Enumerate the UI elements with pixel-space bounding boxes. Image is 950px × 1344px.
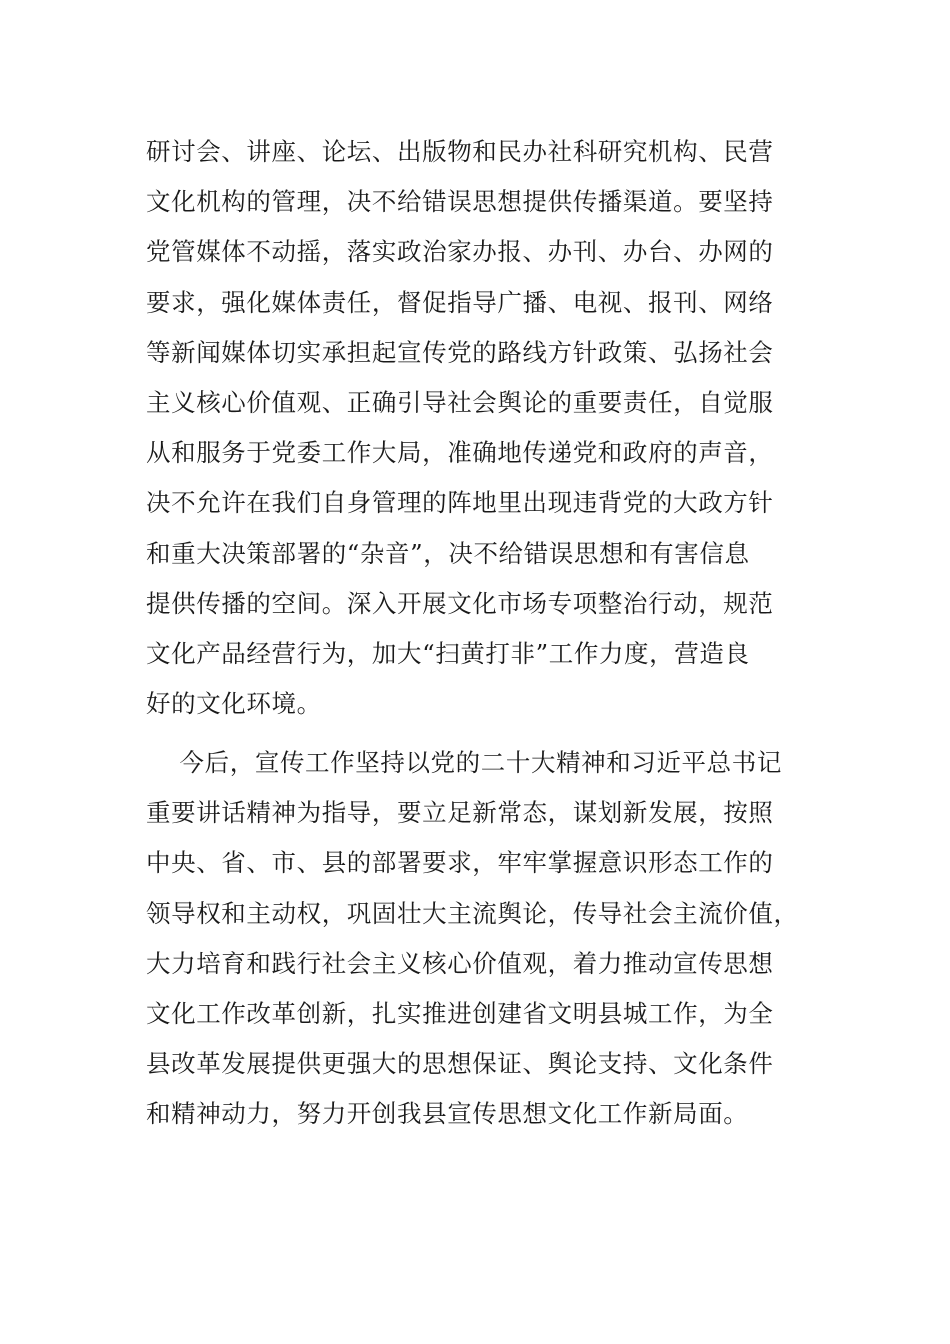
text-line: 从和服务于党委工作大局，准确地传递党和政府的声音，: [146, 438, 774, 468]
text-line: 文化机构的管理，决不给错误思想提供传播渠道。要坚持: [146, 187, 774, 217]
text-line: 大力培育和践行社会主义核心价值观，着力推动宣传思想: [146, 948, 774, 978]
paragraph-conclusion: [146, 738, 806, 1140]
text-line: 文化产品经营行为，加大“扫黄打非”工作力度，营造良: [146, 638, 750, 668]
text-line: 领导权和主动权，巩固壮大主流舆论，传导社会主流价值，: [146, 898, 799, 928]
text-line: 等新闻媒体切实承担起宣传党的路线方针政策、弘扬社会: [146, 337, 774, 367]
text-line: 好的文化环境。: [146, 689, 322, 719]
text-line: 中央、省、市、县的部署要求，牢牢掌握意识形态工作的: [146, 848, 774, 878]
text-line: 决不允许在我们自身管理的阵地里出现违背党的大政方针: [146, 488, 774, 518]
text-line: 县改革发展提供更强大的思想保证、舆论支持、文化条件: [146, 1049, 774, 1079]
text-line: 重要讲话精神为指导，要立足新常态，谋划新发展，按照: [146, 798, 774, 828]
text-line: 今后，宣传工作坚持以党的二十大精神和习近平总书记: [146, 748, 782, 777]
text-line: 和精神动力，努力开创我县宣传思想文化工作新局面。: [146, 1099, 749, 1129]
text-line: 文化工作改革创新，扎实推进创建省文明县城工作，为全: [146, 998, 774, 1028]
text-line: 党管媒体不动摇，落实政治家办报、办刊、办台、办网的: [146, 237, 774, 267]
paragraph-continuation: [146, 127, 806, 729]
text-line: 研讨会、讲座、论坛、出版物和民办社科研究机构、民营: [146, 137, 774, 166]
text-line: 提供传播的空间。深入开展文化市场专项整治行动，规范: [146, 588, 774, 618]
text-line: 要求，强化媒体责任，督促指导广播、电视、报刊、网络: [146, 287, 774, 317]
text-line: 和重大决策部署的“杂音”，决不给错误思想和有害信息: [146, 538, 750, 568]
text-line: 主义核心价值观、正确引导社会舆论的重要责任，自觉服: [146, 387, 774, 417]
